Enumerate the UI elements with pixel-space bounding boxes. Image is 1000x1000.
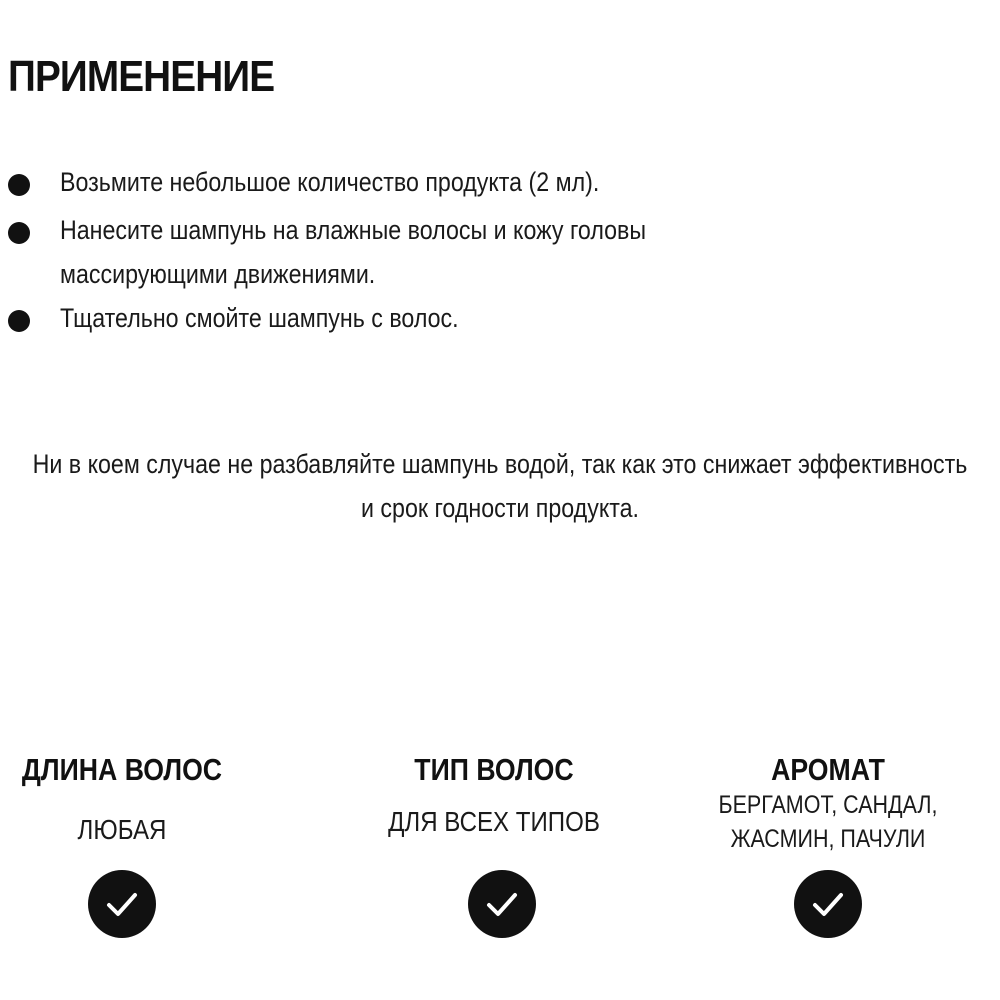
check-circle-icon: [794, 870, 862, 938]
warning-note: [0, 442, 1000, 530]
check-circle-icon: [88, 870, 156, 938]
feature-title: ТИП ВОЛОС: [414, 752, 574, 787]
warning-text: Ни в коем случае не разбавляйте шампунь водой, так как это снижает эффективность и срок годности продукта.: [32, 449, 968, 523]
feature-hair-length: [0, 748, 244, 848]
step-text: Тщательно смойте шампунь с волос.: [60, 303, 459, 333]
usage-steps-list: [0, 160, 1000, 344]
step-text: Нанесите шампунь на влажные волосы и кожу головы массирующими движениями.: [60, 215, 647, 289]
list-item: [0, 296, 1000, 344]
bullet-icon: [8, 310, 30, 332]
feature-title: ДЛИНА ВОЛОС: [21, 752, 223, 787]
step-text: Возьмите небольшое количество продукта (2 мл).: [60, 167, 600, 197]
feature-title: АРОМАТ: [771, 752, 885, 787]
check-circle-icon: [468, 870, 536, 938]
features-row: [0, 748, 1000, 1000]
feature-value-line2: ЖАСМИН, ПАЧУЛИ: [730, 825, 926, 853]
bullet-icon: [8, 222, 30, 244]
feature-hair-type: [344, 748, 644, 840]
bullet-icon: [8, 174, 30, 196]
page-title: ПРИМЕНЕНИЕ: [8, 52, 275, 101]
list-item: [0, 160, 1000, 208]
feature-value: ДЛЯ ВСЕХ ТИПОВ: [388, 806, 600, 837]
feature-value: ЛЮБАЯ: [77, 814, 167, 845]
list-item: [0, 208, 1000, 296]
feature-value-line1: БЕРГАМОТ, САНДАЛ,: [718, 791, 938, 819]
feature-aroma: [678, 748, 978, 856]
